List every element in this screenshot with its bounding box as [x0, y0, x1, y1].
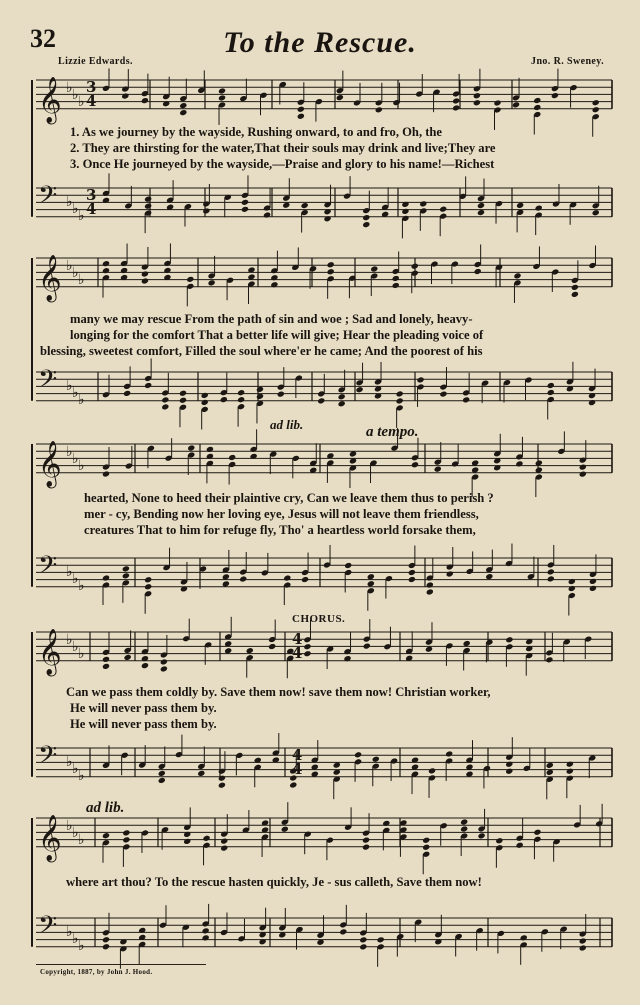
note-head: [566, 761, 574, 768]
note-head: [520, 934, 528, 941]
note-head: [362, 837, 370, 844]
note-head: [411, 461, 419, 468]
note-head: [434, 466, 442, 473]
bass-clef-icon: 𝄢: [38, 181, 58, 216]
note-head: [551, 92, 559, 99]
note-head: [144, 576, 152, 583]
note-head: [419, 200, 427, 207]
note-head: [460, 819, 468, 826]
treble-clef-icon: 𝄞: [38, 441, 62, 487]
note-head: [179, 102, 187, 109]
flat-icon: ♭: [72, 639, 79, 655]
note-head: [428, 767, 436, 774]
note-head: [144, 203, 152, 210]
flat-icon: ♭: [78, 392, 85, 408]
note-head: [202, 207, 210, 214]
flat-icon: ♭: [78, 272, 85, 288]
time-signature: 4: [86, 92, 97, 110]
note-head: [354, 751, 362, 758]
note-head: [473, 99, 481, 106]
lyric-line: where art thou? To the rescue hasten quickly, Je - sus calleth, Save them now!: [66, 875, 482, 889]
note-head: [102, 260, 110, 267]
note-head: [408, 569, 416, 576]
note-head: [515, 460, 523, 467]
note-head: [505, 761, 513, 768]
note-head: [512, 101, 520, 108]
note-head: [589, 578, 597, 585]
note-head: [218, 775, 226, 782]
lyric-line: 3. Once He journeyed by the wayside,—Praise and glory to his name!—Richest: [70, 157, 495, 171]
note-head: [426, 581, 434, 588]
flat-icon: ♭: [78, 578, 85, 594]
note-head: [218, 94, 226, 101]
note-head: [362, 214, 370, 221]
flat-icon: ♭: [66, 444, 73, 460]
note-head: [270, 274, 278, 281]
note-head: [218, 87, 226, 94]
note-head: [122, 565, 130, 572]
note-head: [547, 575, 555, 582]
lyric-line: mer - cy, Bending now her loving eye, Jesus will not leave them friendless,: [84, 507, 479, 521]
lyric-line: He will never pass them by.: [70, 701, 217, 715]
note-head: [206, 446, 214, 453]
lyric-line: longing for the comfort That a better life will give; Hear the pleading voice of: [70, 328, 484, 342]
treble-clef-icon: 𝄞: [38, 815, 62, 861]
note-head: [516, 202, 524, 209]
note-head: [505, 768, 513, 775]
note-head: [513, 272, 521, 279]
note-head: [592, 209, 600, 216]
flat-icon: ♭: [72, 761, 79, 777]
note-head: [297, 113, 305, 120]
note-head: [446, 570, 454, 577]
note-head: [589, 585, 597, 592]
flat-icon: ♭: [78, 458, 85, 474]
note-head: [218, 782, 226, 789]
note-head: [239, 576, 247, 583]
note-head: [493, 99, 501, 106]
bass-clef-icon: 𝄢: [38, 365, 58, 400]
note-head: [161, 403, 169, 410]
note-head: [208, 279, 216, 286]
flat-icon: ♭: [66, 564, 73, 580]
flat-icon: ♭: [66, 194, 73, 210]
note-head: [102, 832, 110, 839]
note-head: [592, 99, 600, 106]
treble-clef-icon: 𝄞: [38, 629, 62, 675]
note-head: [327, 268, 335, 275]
chorus-label: CHORUS.: [292, 613, 346, 625]
note-head: [263, 212, 271, 219]
note-head: [362, 221, 370, 228]
note-head: [375, 106, 383, 113]
time-signature: 4: [86, 200, 97, 218]
bass-clef-icon: 𝄢: [38, 911, 58, 946]
note-head: [237, 396, 245, 403]
note-head: [392, 275, 400, 282]
note-head: [474, 268, 482, 275]
note-head: [220, 845, 228, 852]
hymn-title: To the Rescue.: [223, 26, 417, 59]
flat-icon: ♭: [78, 208, 85, 224]
time-signature: 3: [86, 186, 97, 204]
note-head: [535, 205, 543, 212]
note-head: [547, 382, 555, 389]
note-head: [382, 820, 390, 827]
note-head: [422, 844, 430, 851]
note-head: [356, 386, 364, 393]
note-head: [141, 270, 149, 277]
copyright-rule: [36, 964, 206, 965]
note-head: [417, 376, 425, 383]
note-head: [186, 276, 194, 283]
note-head: [452, 104, 460, 111]
note-head: [179, 390, 187, 397]
note-head: [158, 770, 166, 777]
note-head: [301, 202, 309, 209]
note-head: [303, 643, 311, 650]
note-head: [102, 943, 110, 950]
bass-clef-icon: 𝄢: [38, 741, 58, 776]
note-head: [102, 471, 110, 478]
note-head: [297, 106, 305, 113]
flat-icon: ♭: [72, 385, 79, 401]
note-head: [359, 943, 367, 950]
note-head: [571, 291, 579, 298]
note-head: [477, 202, 485, 209]
note-head: [144, 583, 152, 590]
note-head: [161, 396, 169, 403]
note-head: [545, 656, 553, 663]
flat-icon: ♭: [66, 80, 73, 96]
note-head: [228, 454, 236, 461]
note-head: [202, 934, 210, 941]
note-head: [533, 104, 541, 111]
lyric-line: He will never pass them by.: [70, 717, 217, 731]
note-head: [439, 391, 447, 398]
note-head: [370, 265, 378, 272]
note-head: [579, 464, 587, 471]
note-head: [422, 837, 430, 844]
flat-icon: ♭: [78, 646, 85, 662]
ad-lib-marking-2: ad lib.: [86, 800, 125, 816]
time-signature: 4: [292, 630, 303, 648]
lyric-line: many we may rescue From the path of sin and woe ; Sad and lonely, heavy-: [70, 312, 473, 326]
note-head: [268, 643, 276, 650]
note-head: [367, 580, 375, 587]
lyric-line: hearted, None to heed their plaintive cry, Can we leave them thus to perish ?: [84, 491, 494, 505]
composer-credit: Jno. R. Sweney.: [531, 56, 604, 67]
note-head: [122, 829, 130, 836]
note-head: [579, 944, 587, 951]
flat-icon: ♭: [72, 201, 79, 217]
time-signature: 4: [292, 746, 303, 764]
note-head: [547, 568, 555, 575]
note-head: [401, 208, 409, 215]
note-head: [301, 576, 309, 583]
note-head: [141, 97, 149, 104]
flat-icon: ♭: [66, 924, 73, 940]
note-head: [579, 471, 587, 478]
flat-icon: ♭: [66, 632, 73, 648]
note-head: [485, 573, 493, 580]
note-head: [377, 936, 385, 943]
note-head: [396, 390, 404, 397]
note-head: [505, 636, 513, 643]
note-head: [323, 215, 331, 222]
note-head: [359, 936, 367, 943]
note-head: [241, 199, 249, 206]
flat-icon: ♭: [72, 825, 79, 841]
note-head: [571, 284, 579, 291]
note-head: [102, 663, 110, 670]
note-head: [372, 756, 380, 763]
flat-icon: ♭: [78, 938, 85, 954]
note-head: [426, 588, 434, 595]
note-head: [220, 838, 228, 845]
flat-icon: ♭: [66, 258, 73, 274]
note-head: [396, 397, 404, 404]
note-head: [121, 93, 129, 100]
lyric-line: creatures That to him for refuge fly, Tho' a heartless world forsake them,: [84, 523, 476, 537]
note-head: [592, 106, 600, 113]
treble-clef-icon: 𝄞: [38, 255, 62, 301]
note-head: [122, 836, 130, 843]
note-head: [289, 782, 297, 789]
flat-icon: ♭: [72, 265, 79, 281]
note-head: [144, 196, 152, 203]
note-head: [256, 386, 264, 393]
note-head: [102, 656, 110, 663]
note-head: [237, 389, 245, 396]
note-head: [277, 391, 285, 398]
flat-icon: ♭: [78, 768, 85, 784]
note-head: [477, 209, 485, 216]
note-head: [102, 267, 110, 274]
note-head: [281, 826, 289, 833]
author-credit: Lizzie Edwards.: [58, 56, 133, 67]
flat-icon: ♭: [72, 87, 79, 103]
note-head: [462, 396, 470, 403]
note-head: [158, 777, 166, 784]
lyric-line: Can we pass them coldly by. Save them now! save them now! Christian worker,: [66, 685, 491, 699]
note-head: [179, 109, 187, 116]
flat-icon: ♭: [72, 571, 79, 587]
note-head: [339, 928, 347, 935]
note-head: [516, 842, 524, 849]
lyric-line: 2. They are thirsting for the water,That their souls may drink and live;They are: [70, 141, 496, 155]
lyric-line: 1. As we journey by the wayside, Rushing onward, to and fro, Oh, the: [70, 125, 443, 139]
note-head: [460, 826, 468, 833]
bass-clef-icon: 𝄢: [38, 551, 58, 586]
time-signature: 4: [292, 644, 303, 662]
note-head: [201, 399, 209, 406]
note-head: [338, 400, 346, 407]
note-head: [141, 662, 149, 669]
note-head: [220, 396, 228, 403]
flat-icon: ♭: [66, 818, 73, 834]
note-head: [452, 97, 460, 104]
note-head: [197, 770, 205, 777]
note-head: [363, 643, 371, 650]
lyric-line: blessing, sweetest comfort, Filled the soul where'er he came; And the poorest of his: [40, 344, 483, 358]
note-head: [533, 829, 541, 836]
note-head: [124, 654, 132, 661]
note-head: [183, 838, 191, 845]
note-head: [579, 937, 587, 944]
flat-icon: ♭: [78, 94, 85, 110]
note-head: [201, 392, 209, 399]
note-head: [588, 399, 596, 406]
note-head: [102, 936, 110, 943]
note-head: [392, 282, 400, 289]
time-signature: 3: [86, 78, 97, 96]
flat-icon: ♭: [72, 931, 79, 947]
note-head: [533, 97, 541, 104]
note-head: [344, 562, 352, 569]
flat-icon: ♭: [66, 378, 73, 394]
note-head: [123, 390, 131, 397]
ad-lib-marking: ad lib.: [270, 417, 304, 432]
note-head: [473, 92, 481, 99]
note-head: [566, 768, 574, 775]
treble-clef-icon: 𝄞: [38, 77, 62, 123]
note-head: [568, 578, 576, 585]
note-head: [338, 393, 346, 400]
note-head: [547, 389, 555, 396]
note-head: [362, 844, 370, 851]
time-signature: 4: [292, 760, 303, 778]
copyright-notice: Copyright, 1887, by John J. Hood.: [40, 968, 153, 976]
note-head: [568, 585, 576, 592]
note-head: [411, 263, 419, 270]
note-head: [102, 575, 110, 582]
note-head: [187, 445, 195, 452]
note-head: [327, 261, 335, 268]
note-head: [439, 206, 447, 213]
note-head: [408, 576, 416, 583]
a-tempo-marking: a tempo.: [366, 424, 419, 440]
note-head: [495, 837, 503, 844]
note-head: [317, 397, 325, 404]
note-head: [241, 206, 249, 213]
note-head: [160, 665, 168, 672]
note-head: [202, 835, 210, 842]
note-head: [283, 575, 291, 582]
note-head: [445, 750, 453, 757]
note-head: [202, 927, 210, 934]
note-head: [144, 382, 152, 389]
note-head: [160, 658, 168, 665]
note-head: [179, 397, 187, 404]
page-number: 32: [30, 24, 56, 53]
note-head: [122, 572, 130, 579]
note-head: [141, 277, 149, 284]
note-head: [120, 267, 128, 274]
note-head: [478, 832, 486, 839]
flat-icon: ♭: [66, 754, 73, 770]
note-head: [303, 650, 311, 657]
flat-icon: ♭: [72, 451, 79, 467]
note-head: [336, 94, 344, 101]
flat-icon: ♭: [78, 832, 85, 848]
